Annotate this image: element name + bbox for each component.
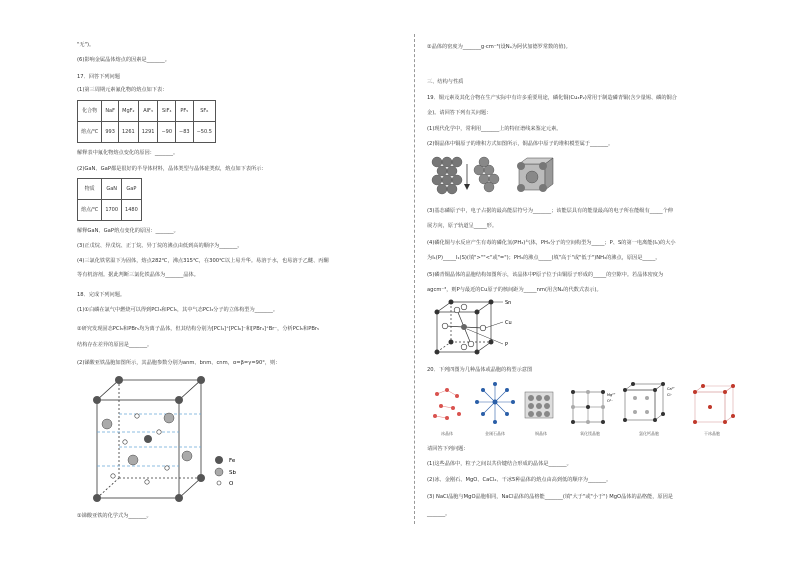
text-line: (6)影响金属晶体熔点的因素是_______。 (77, 57, 170, 63)
iron-antimonate-unit-cell-figure (77, 372, 287, 507)
sb-atom (182, 451, 192, 461)
caption-dry-ice: 干冰晶胞 (704, 431, 720, 436)
text-line: 金)。请回答下列有关问题： (427, 110, 492, 116)
sn-legend-label: Sn (505, 300, 512, 306)
cu-legend-label: Cu (505, 320, 512, 326)
table-cell: 化合物 (78, 101, 102, 122)
table-cell: 1700 (102, 200, 122, 221)
text-line: agcm⁻³，则P与最近的Cu原子的核间距为_____nm(用含Nₐ的代数式表示)。 (427, 287, 602, 293)
text-line: 为I₁(P)_____I₁(S)(填">""<"或"=")；PH₃的沸点_____(填"高于"或"低于")NH₃的沸点，原因是_____。 (427, 255, 661, 261)
table-row (78, 179, 142, 200)
question-18-title: 18．完成下列问题。 (77, 292, 126, 298)
o-atom (165, 466, 169, 470)
sb-atom (164, 413, 174, 423)
table-cell: −90 (158, 122, 176, 143)
text-line: (2)锑酸亚铁晶胞如图所示，其晶胞参数分别为anm、bnm、cnm，α=β=γ=90°，则： (77, 360, 281, 366)
text-line: (2)GaN、GaP都是很好的半导体材料，晶体类型与晶体硅类似，熔点如下表所示： (77, 166, 267, 172)
copper-crystal-thumbnail (525, 392, 553, 418)
table-cell: 熔点/℃ (78, 200, 102, 221)
sb-atom (128, 455, 138, 465)
sb-atom (102, 419, 112, 429)
caption-diamond: 金刚石晶体 (485, 431, 505, 436)
copper-stacking-figure (427, 152, 577, 198)
fe-atom (197, 474, 205, 482)
text-line: (3) NaCl晶胞与MgO晶胞相同，NaCl晶体的晶格能_______(填"大于"或"小于") MgO晶体的晶格能，原因是 (427, 494, 673, 500)
caption-mgo: 氧化镁晶胞 (580, 431, 600, 436)
caption-copper: 铜晶体 (535, 431, 547, 436)
table-cell: 熔点/℃ (78, 122, 102, 143)
text-line: 19．铜元素及其化合物在生产实际中有许多重要用途，磷化铜(Cu₃P₂)常用于制造磷青铜(含少量锡、磷的铜合 (427, 95, 677, 101)
caption-cacl2: 氯化钙晶胞 (639, 431, 659, 436)
o-atom (111, 474, 115, 478)
text-line: (1)①白磷在氯气中燃烧可以得到PCl₃和PCl₅，其中气态PCl₃分子的立体构型为_______。 (77, 307, 279, 313)
text-line: "无")。 (77, 42, 95, 48)
fe-legend-icon (215, 456, 223, 464)
fe-atom (93, 494, 101, 502)
question-17-title: 17．回答下列问题 (77, 74, 120, 80)
table-cell: SF₆ (193, 101, 215, 122)
fe-atom (144, 435, 152, 443)
text-line: 等有机溶剂。据此判断三氯化铁晶体为_______晶体。 (77, 272, 199, 278)
table-cell: AlF₃ (138, 101, 158, 122)
svg-text:Ca²⁺: Ca²⁺ (667, 387, 675, 391)
o-atom (157, 430, 161, 434)
table-row (78, 122, 216, 143)
table-cell: PF₅ (176, 101, 194, 122)
fe-atom (115, 376, 123, 384)
fe-atom (93, 396, 101, 404)
text-line: _______。 (427, 511, 451, 517)
phosphor-bronze-unit-cell-figure (431, 296, 541, 358)
fe-legend-label: Fe (229, 458, 236, 464)
column-divider (414, 34, 415, 524)
text-line: (1)第三周期元素氟化物的熔点如下表： (77, 87, 168, 93)
text-line: (3)基态磷原子中，电子占据的最高能层符号为_______；该能层具有的能量最高的电子所在能级有_____个伸 (427, 208, 673, 214)
table-cell: GaN (102, 179, 122, 200)
text-line: ①锑酸亚铁的化学式为_______。 (77, 513, 152, 519)
text-line: ②晶体的密度为_______g·cm⁻³(设Nₐ为阿伏加德罗常数的值)。 (427, 44, 571, 50)
dry-ice-cell-thumbnail (693, 384, 735, 424)
text-line: (1)这些晶体中，粒子之间以共价键结合形成的晶体是_______。 (427, 461, 572, 467)
section-title: 三、结构与性质 (427, 79, 464, 85)
svg-text:Mg²⁺: Mg²⁺ (607, 393, 616, 397)
text-line: ②研究发现固态PCl₅和PBr₅均为离子晶体，但其结构分别为[PCl₄]⁺[PCl₆]⁻和[PBr₄]⁺Br⁻，分析PCl₅和PBr₅ (77, 326, 320, 332)
text-line: (4)三氯化铁常温下为固体，熔点282℃，沸点315℃，在300℃以上易升华。易溶于水，也易溶于乙醚、丙酮 (77, 258, 329, 264)
text-line: (2)冰、金刚石、MgO、CaCl₂、干冰5种晶体的熔点由高到低的顺序为_______。 (427, 477, 612, 483)
p-legend-label: P (505, 342, 509, 348)
table-cell: MgF₂ (119, 101, 139, 122)
sb-legend-label: Sb (229, 470, 236, 476)
table-cell: NaF (102, 101, 119, 122)
fe-atom (175, 494, 183, 502)
table-cell: GaP (122, 179, 142, 200)
o-legend-icon (217, 481, 221, 485)
svg-text:Cl⁻: Cl⁻ (667, 393, 673, 397)
caption-ice: 冰晶体 (441, 431, 453, 436)
fe-atom (197, 376, 205, 384)
text-line: (4)磷化铜与水反应产生有毒的磷化氢(PH₃)气体，PH₃分子的空间构型为_____；P、S的第一电离能(I₁)的大小 (427, 240, 676, 246)
table-cell: 1480 (122, 200, 142, 221)
sb-legend-icon (215, 468, 223, 476)
o-atom (145, 480, 149, 484)
table-row (78, 200, 142, 221)
text-line: 结构存在差异的原因是_______。 (77, 342, 153, 348)
fe-atom (175, 396, 183, 404)
text-line: (1)现代化学中，常利用_______上的特征谱线来鉴定元素。 (427, 126, 562, 132)
calcium-chloride-cell-thumbnail (623, 382, 675, 422)
table-cell: −83 (176, 122, 194, 143)
fluoride-melting-table (77, 100, 216, 143)
text-line: 解释GaN、GaP熔点变化的原因：_______。 (77, 228, 179, 234)
question-20-title: 20．下列四图为几种晶体或晶胞的构型示意图 (427, 367, 533, 373)
svg-text:O²⁻: O²⁻ (607, 399, 614, 403)
text-line: 解释表中氟化物熔点变化的原因：_______。 (77, 150, 179, 156)
table-cell: 1291 (138, 122, 158, 143)
table-cell: −50.5 (193, 122, 215, 143)
text-line: 请回答下列问题： (427, 446, 469, 452)
text-line: (3)正戊烷、异戊烷、正丁烷、异丁烷的沸点由低到高的顺序为_______。 (77, 243, 243, 249)
text-line: 展方向，原子轨道呈_____形。 (427, 223, 498, 229)
text-line: (5)磷青铜晶体的晶胞结构如图所示，该晶体中P原子位于由铜原子形成的_____的空隙中。若晶体密度为 (427, 272, 664, 278)
o-atom (135, 414, 139, 418)
o-atom (123, 440, 127, 444)
table-cell: 993 (102, 122, 119, 143)
table-cell: 物质 (78, 179, 102, 200)
text-line: (2)铜晶体中铜原子的堆积方式如图所示，铜晶体中原子的堆积模型属于_______。 (427, 141, 614, 147)
diamond-crystal-thumbnail (475, 382, 515, 424)
crystal-captions (427, 431, 757, 439)
gan-gap-table (77, 178, 142, 221)
table-row (78, 101, 216, 122)
ice-crystal-thumbnail (433, 388, 461, 420)
crystal-structures-figure (427, 380, 757, 438)
magnesium-oxide-cell-thumbnail (571, 390, 616, 424)
table-cell: 1261 (119, 122, 139, 143)
o-legend-label: O (229, 481, 234, 487)
table-cell: SiF₄ (158, 101, 176, 122)
